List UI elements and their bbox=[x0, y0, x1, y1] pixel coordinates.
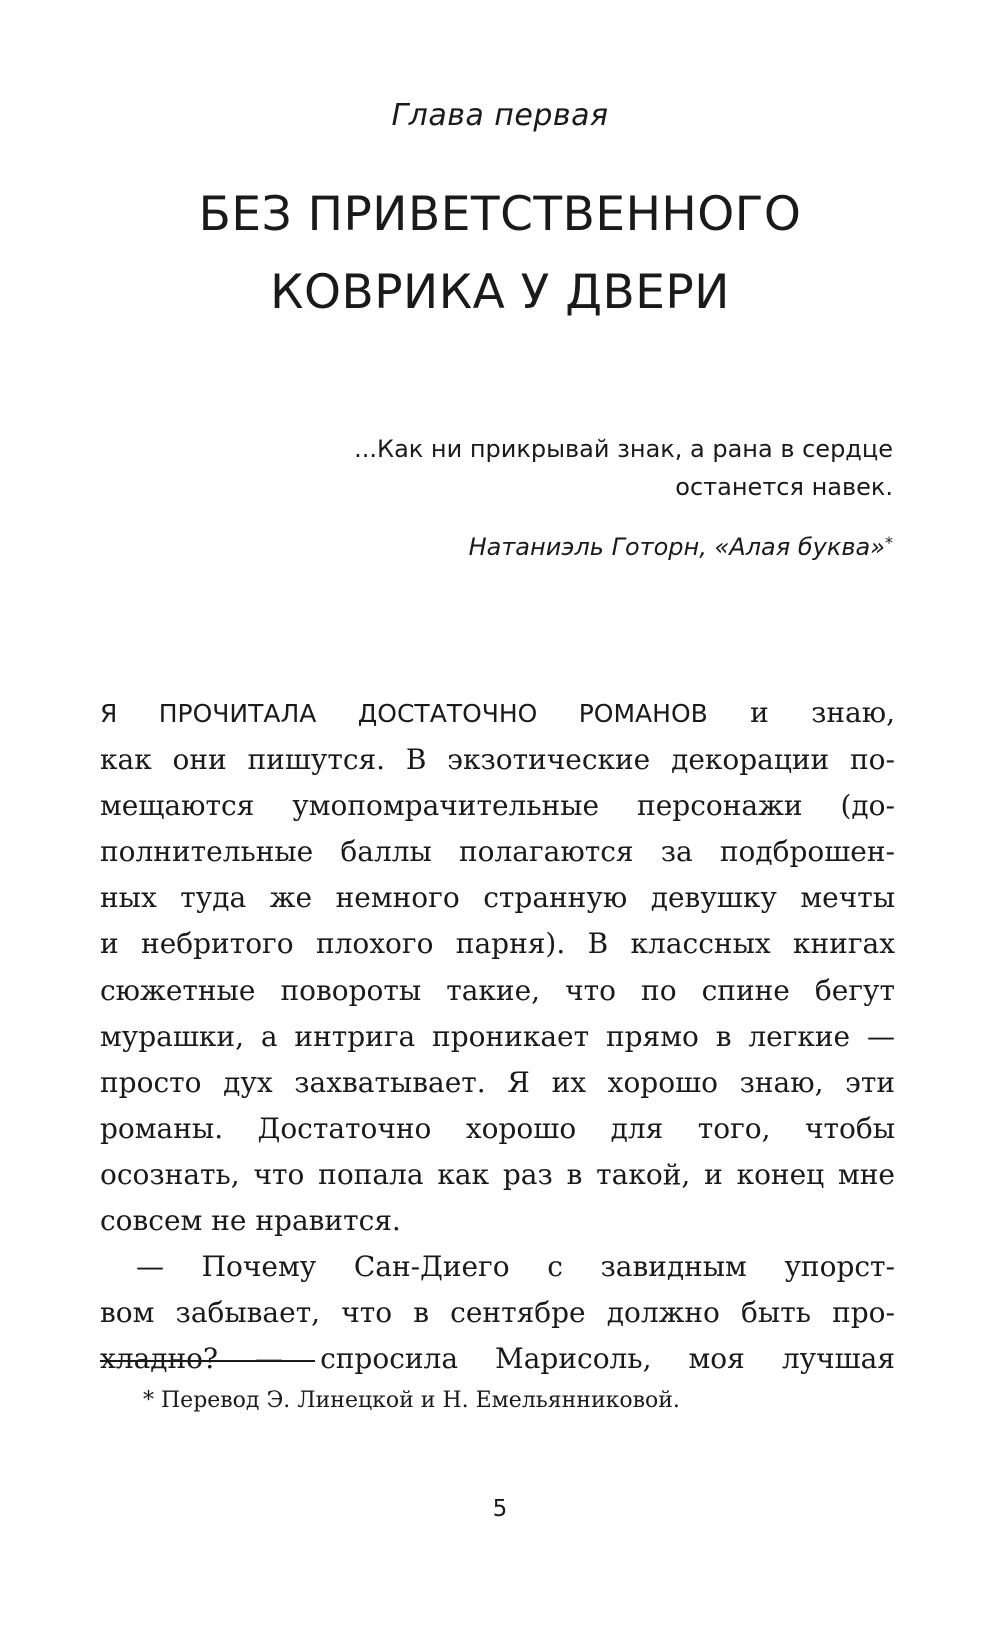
epigraph-attribution bbox=[193, 528, 893, 566]
page-number: 5 bbox=[492, 1496, 508, 1522]
body-line: просто дух захватывает. Я их хорошо знаю, эти bbox=[100, 1065, 895, 1099]
body-line: вом забывает, что в сентябре должно быть про- bbox=[100, 1296, 895, 1330]
body-text bbox=[100, 690, 895, 1382]
body-line: мурашки, а интрига проникает прямо в легкие — bbox=[100, 1019, 895, 1053]
chapter-title-line-2: КОВРИКА У ДВЕРИ bbox=[270, 265, 730, 320]
first-line-rest: и знаю, bbox=[750, 696, 895, 729]
footnote-marker: * bbox=[885, 533, 893, 552]
body-line: романы. Достаточно хорошо для того, чтобы bbox=[100, 1111, 895, 1145]
epigraph-line-1: ...Как ни прикрывай знак, а рана в сердце bbox=[354, 435, 893, 463]
body-line: мещаются умопомрачительные персонажи (до- bbox=[100, 789, 895, 823]
body-line: сюжетные повороты такие, что по спине бегут bbox=[100, 973, 895, 1007]
lead-caps: Я ПРОЧИТАЛА ДОСТАТОЧНО РОМАНОВ bbox=[100, 699, 708, 728]
footnote-divider bbox=[100, 1360, 315, 1362]
epigraph-attribution-text: Натаниэль Готорн, «Алая буква» bbox=[468, 533, 885, 561]
chapter-label: Глава первая bbox=[391, 98, 609, 133]
chapter-title bbox=[0, 176, 1000, 332]
body-line-1 bbox=[100, 690, 895, 737]
chapter-title-line-1: БЕЗ ПРИВЕТСТВЕННОГО bbox=[198, 187, 802, 242]
epigraph bbox=[193, 430, 893, 566]
body-line: — Почему Сан-Диего с завидным упорст- bbox=[136, 1250, 895, 1284]
body-line: хладно? — спросила Марисоль, моя лучшая bbox=[100, 1342, 895, 1376]
footnote: * Перевод Э. Линецкой и Н. Емельянниковой. bbox=[143, 1388, 680, 1413]
body-line: осознать, что попала как раз в такой, и конец мне bbox=[100, 1157, 895, 1191]
body-line: ных туда же немного странную девушку мечты bbox=[100, 881, 895, 915]
body-line: полнительные баллы полагаются за подброшен- bbox=[100, 835, 895, 869]
body-line: как они пишутся. В экзотические декорации по- bbox=[100, 743, 895, 777]
body-line: и небритого плохого парня). В классных книгах bbox=[100, 927, 895, 961]
body-line: совсем не нравится. bbox=[100, 1204, 401, 1238]
epigraph-line-2: останется навек. bbox=[675, 473, 893, 501]
